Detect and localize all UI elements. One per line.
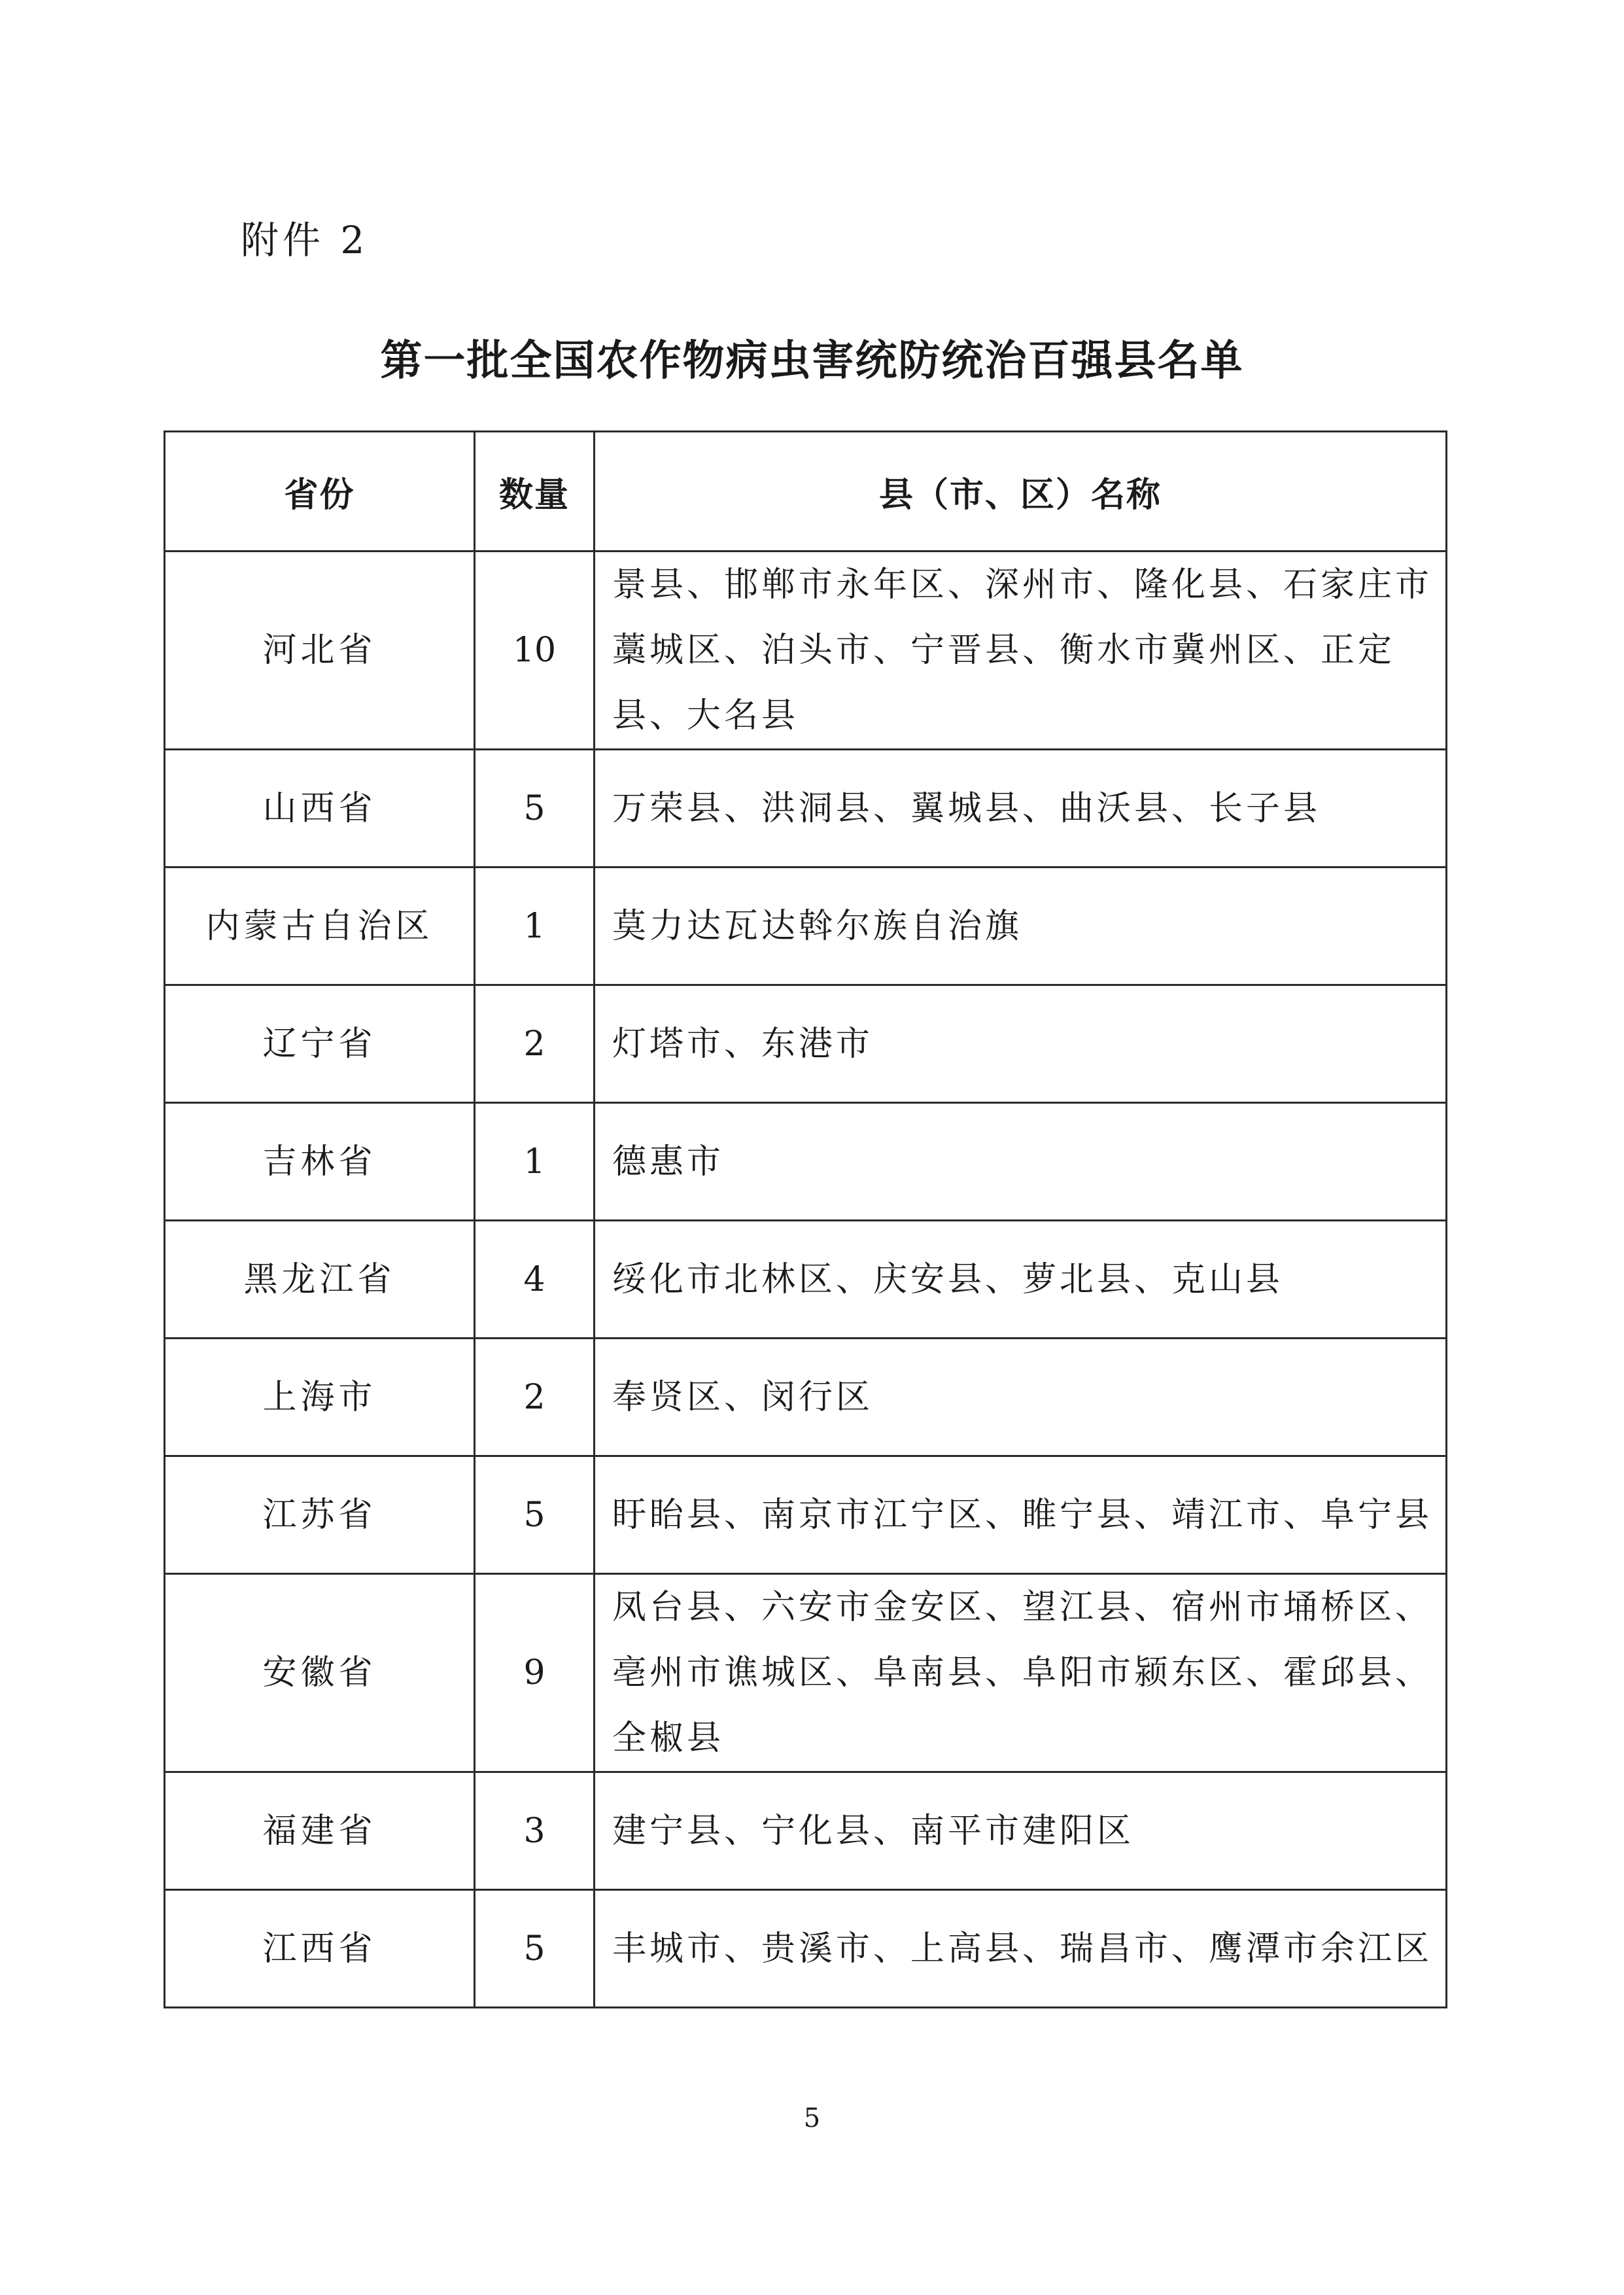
table-row [165,750,1447,867]
county-names-cell: 德惠市 [595,1103,1447,1221]
table-row [165,1890,1447,2008]
county-names-cell: 灯塔市、东港市 [595,985,1447,1103]
province-cell: 安徽省 [165,1574,475,1772]
province-cell: 内蒙古自治区 [165,867,475,985]
county-list-table [164,430,1447,2008]
count-cell: 10 [475,552,595,750]
table-row [165,1221,1447,1339]
province-cell: 黑龙江省 [165,1221,475,1339]
table-row [165,1574,1447,1772]
table-row [165,1339,1447,1456]
table-row [165,1772,1447,1890]
count-cell: 3 [475,1772,595,1890]
county-names-cell: 丰城市、贵溪市、上高县、瑞昌市、鹰潭市余江区 [595,1890,1447,2008]
table-row [165,867,1447,985]
county-names-cell: 建宁县、宁化县、南平市建阳区 [595,1772,1447,1890]
table-row [165,1103,1447,1221]
county-names-cell: 莫力达瓦达斡尔族自治旗 [595,867,1447,985]
count-cell: 4 [475,1221,595,1339]
count-cell: 5 [475,1890,595,2008]
province-cell: 辽宁省 [165,985,475,1103]
province-cell: 吉林省 [165,1103,475,1221]
county-names-cell: 绥化市北林区、庆安县、萝北县、克山县 [595,1221,1447,1339]
table-row [165,985,1447,1103]
county-names-cell: 凤台县、六安市金安区、望江县、宿州市埇桥区、亳州市谯城区、阜南县、阜阳市颍东区、霍邱县、全椒县 [595,1574,1447,1772]
county-names-cell: 奉贤区、闵行区 [595,1339,1447,1456]
attachment-label: 附件 2 [241,218,369,262]
province-cell: 江苏省 [165,1456,475,1574]
county-names-cell: 盱眙县、南京市江宁区、睢宁县、靖江市、阜宁县 [595,1456,1447,1574]
province-cell: 山西省 [165,750,475,867]
header-count: 数量 [475,432,595,552]
header-county-names: 县（市、区）名称 [595,432,1447,552]
document-title: 第一批全国农作物病虫害统防统治百强县名单 [380,337,1244,385]
county-names-cell: 万荣县、洪洞县、翼城县、曲沃县、长子县 [595,750,1447,867]
province-cell: 河北省 [165,552,475,750]
province-cell: 江西省 [165,1890,475,2008]
count-cell: 5 [475,750,595,867]
page-number: 5 [803,2103,821,2133]
province-cell: 福建省 [165,1772,475,1890]
count-cell: 1 [475,867,595,985]
count-cell: 9 [475,1574,595,1772]
county-names-cell: 景县、邯郸市永年区、深州市、隆化县、石家庄市藁城区、泊头市、宁晋县、衡水市冀州区、正定县、大名县 [595,552,1447,750]
count-cell: 1 [475,1103,595,1221]
table-row [165,1456,1447,1574]
count-cell: 2 [475,985,595,1103]
province-cell: 上海市 [165,1339,475,1456]
count-cell: 2 [475,1339,595,1456]
table-header-row [165,432,1447,552]
table-row [165,552,1447,750]
count-cell: 5 [475,1456,595,1574]
header-province: 省份 [165,432,475,552]
